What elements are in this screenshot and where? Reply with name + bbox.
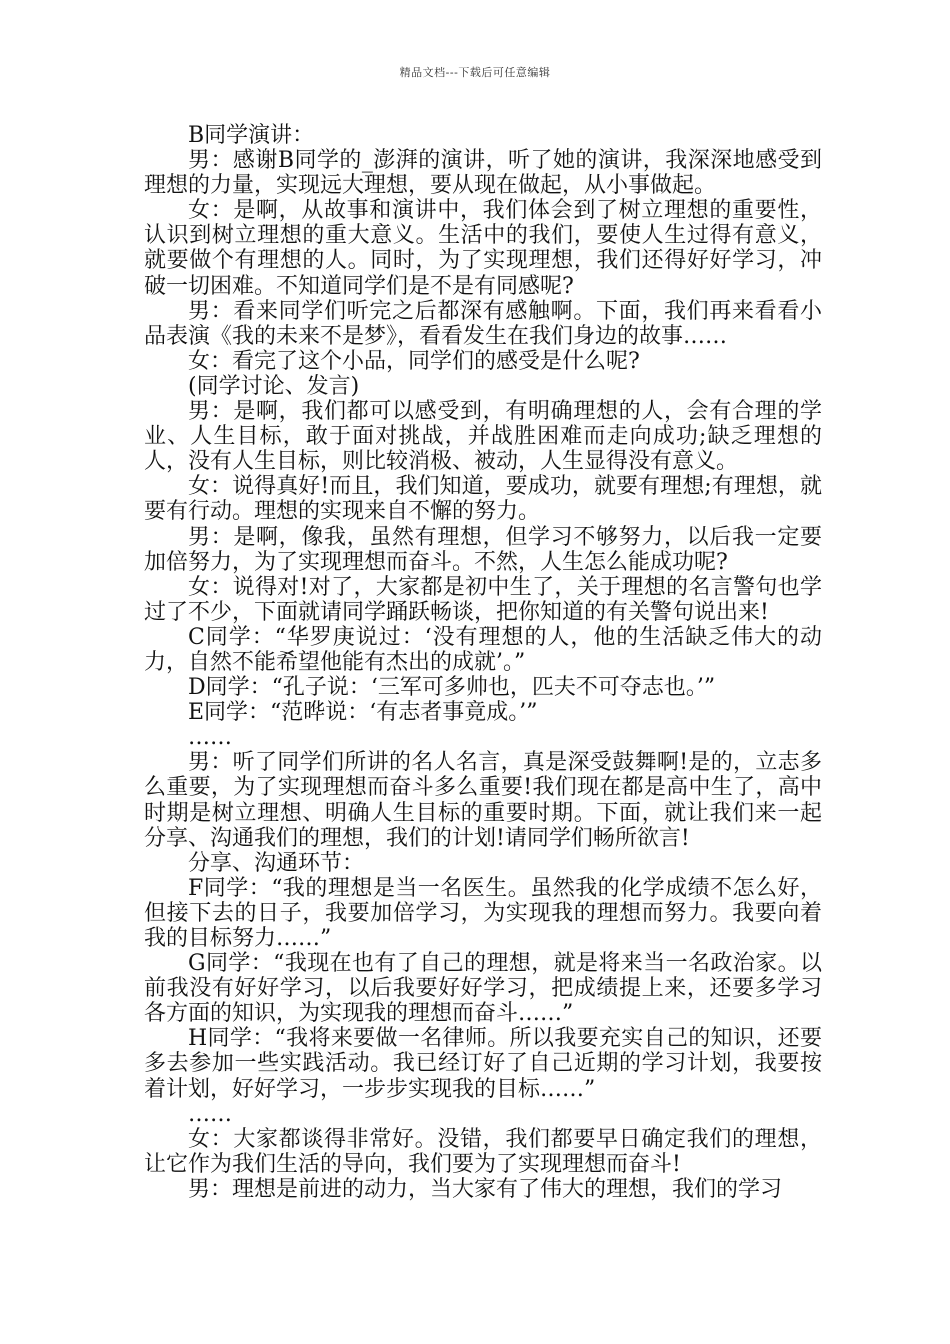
paragraph-student-f: F同学：“我的理想是当一名医生。虽然我的化学成绩不怎么好，但接下去的日子，我要加倍学习，为实现我的理想而努力。我要向着我的目标努力……” bbox=[144, 875, 822, 951]
paragraph-male-1: 男：感谢B同学的_澎湃的演讲，听了她的演讲，我深深地感受到理想的力量，实现远大理想，要从现在做起，从小事做起。 bbox=[144, 148, 822, 199]
paragraph-male-6: 男：理想是前进的动力，当大家有了伟大的理想，我们的学习 bbox=[188, 1176, 783, 1202]
paragraph-female-4: 女：说得对!对了，大家都是初中生了，关于理想的名言警句也学过了不少，下面就请同学踊跃畅谈，把你知道的有关警句说出来! bbox=[144, 574, 822, 625]
paragraph-sharing-heading: 分享、沟通环节： bbox=[188, 850, 365, 876]
paragraph-student-d: D同学：“孔子说：‘三军可多帅也，匹夫不可夺志也。’” bbox=[188, 675, 716, 701]
paragraph-student-c: C同学：“华罗庚说过：‘没有理想的人，他的生活缺乏伟大的动力，自然不能希望他能有杰出的成就’。” bbox=[144, 624, 822, 675]
paragraph-student-g: G同学：“我现在也有了自己的理想，就是将来当一名政治家。以前我没有好好学习，以后我要好好学习，把成绩提上来，还要多学习各方面的知识，为实现我的理想而奋斗……” bbox=[144, 951, 822, 1027]
paragraph-female-3: 女：说得真好!而且，我们知道，要成功，就要有理想;有理想，就要有行动。理想的实现来自不懈的努力。 bbox=[144, 474, 822, 525]
paragraph-female-2: 女：看完了这个小品，同学们的感受是什么呢? bbox=[188, 348, 640, 374]
paragraph-male-5: 男：听了同学们所讲的名人名言，真是深受鼓舞啊!是的，立志多么重要，为了实现理想而奋斗多么重要!我们现在都是高中生了，高中时期是树立理想、明确人生目标的重要时期。下面，就让我们来一起分享、沟通我们的理想，我们的计划!请同学们畅所欲言! bbox=[144, 750, 822, 851]
paragraph-male-3: 男：是啊，我们都可以感受到，有明确理想的人，会有合理的学业、人生目标，敢于面对挑战，并战胜困难而走向成功;缺乏理想的人，没有人生目标，则比较消极、被动，人生显得没有意义。 bbox=[144, 399, 822, 475]
paragraph-b-speech-heading: B同学演讲： bbox=[188, 123, 315, 148]
paragraph-female-5: 女：大家都谈得非常好。没错，我们都要早日确定我们的理想，让它作为我们生活的导向，我们要为了实现理想而奋斗! bbox=[144, 1126, 822, 1177]
paragraph-male-4: 男：是啊，像我，虽然有理想，但学习不够努力，以后我一定要加倍努力，为了实现理想而奋斗。不然，人生怎么能成功呢? bbox=[144, 524, 822, 575]
paragraph-stage-direction: (同学讨论、发言) bbox=[188, 373, 360, 399]
paragraph-ellipsis-2: …… bbox=[188, 1101, 232, 1127]
paragraph-student-e: E同学：“范晔说：‘有志者事竟成。’” bbox=[188, 700, 538, 726]
paragraph-male-2: 男：看来同学们听完之后都深有感触啊。下面，我们再来看看小品表演《我的未来不是梦》，看看发生在我们身边的故事…… bbox=[144, 298, 822, 349]
paragraph-ellipsis-1: …… bbox=[188, 725, 232, 751]
page-header: 精品文档---下载后可任意编辑 bbox=[399, 66, 551, 79]
paragraph-student-h: H同学：“我将来要做一名律师。所以我要充实自己的知识，还要多去参加一些实践活动。我已经订好了自己近期的学习计划，我要按着计划，好好学习，一步步实现我的目标……” bbox=[144, 1026, 822, 1102]
document-body bbox=[144, 123, 822, 1202]
paragraph-female-1: 女：是啊，从故事和演讲中，我们体会到了树立理想的重要性，认识到树立理想的重大意义。生活中的我们，要使人生过得有意义，就要做个有理想的人。同时，为了实现理想，我们还得好好学习，冲破一切困难。不知道同学们是不是有同感呢? bbox=[144, 198, 822, 299]
